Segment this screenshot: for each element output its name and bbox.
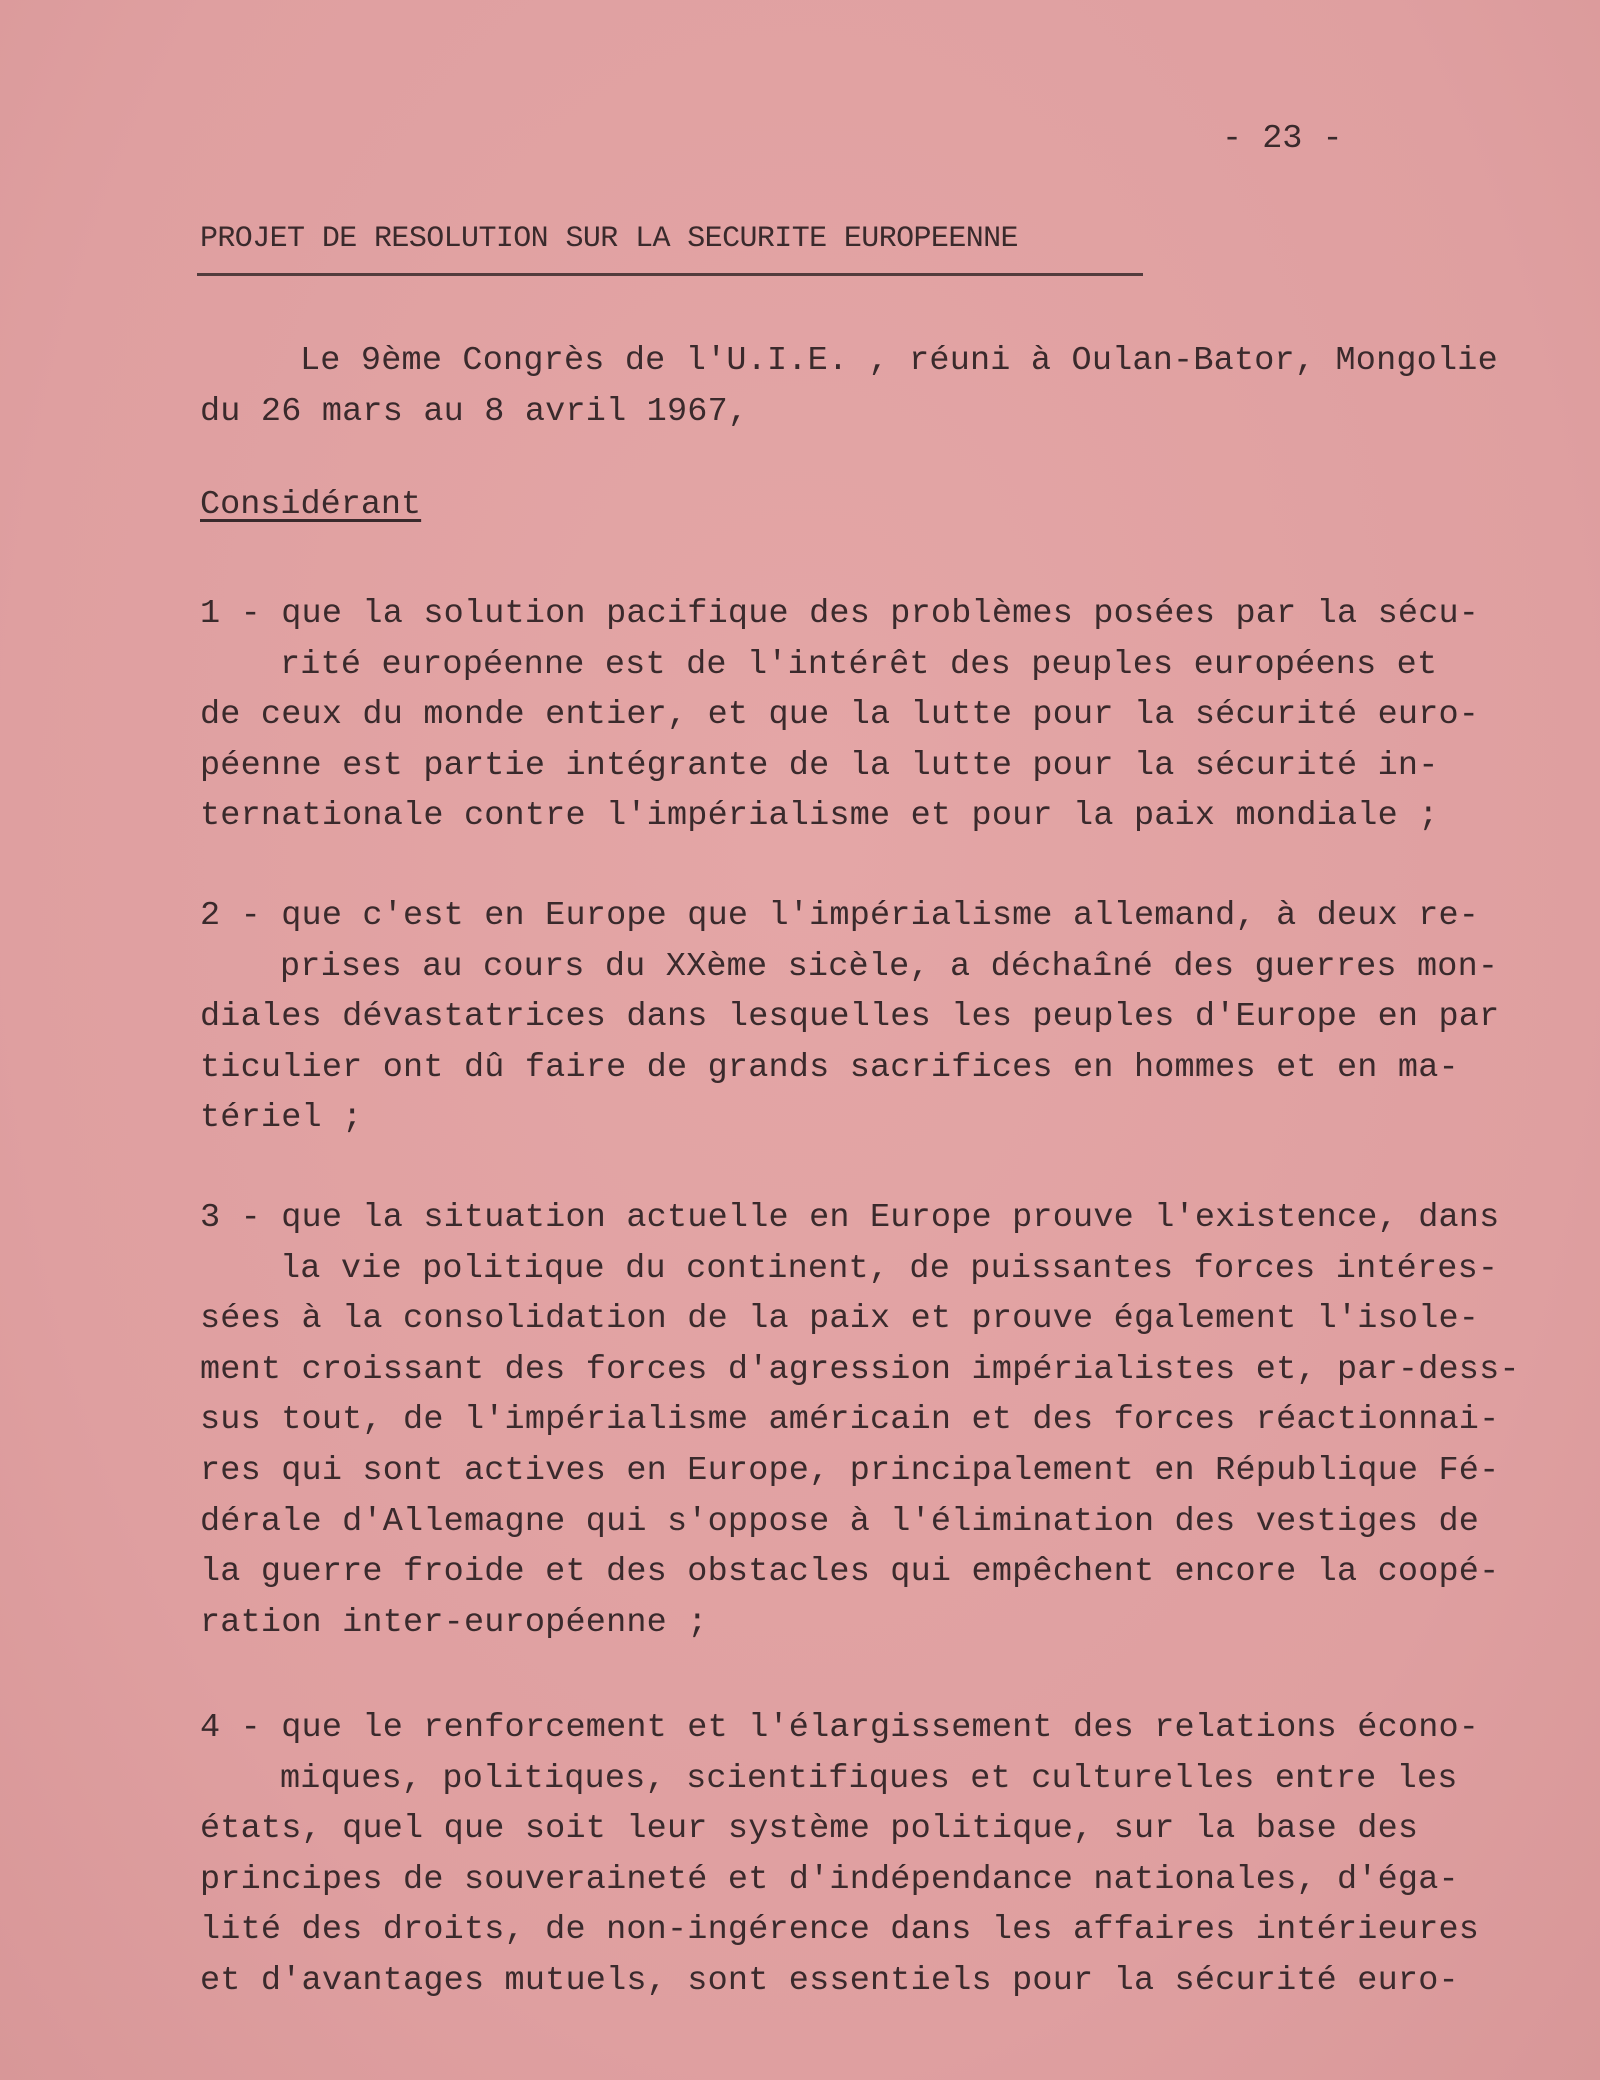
item-line: 3 - que la situation actuelle en Europe prouve l'existence, dans — [200, 1199, 1500, 1237]
preamble — [200, 336, 1498, 437]
item-line: ment croissant des forces d'agression impérialistes et, par-dess- — [200, 1350, 1520, 1389]
item-line: ternationale contre l'impérialisme et pour la paix mondiale ; — [200, 797, 1439, 836]
item-line: miques, politiques, scientifiques et culturelles entre les — [280, 1759, 1458, 1798]
item-line: res qui sont actives en Europe, principalement en République Fé- — [200, 1451, 1500, 1490]
item-line: péenne est partie intégrante de la lutte pour la sécurité in- — [200, 746, 1439, 785]
preamble-line: du 26 mars au 8 avril 1967, — [200, 392, 749, 431]
considerant-item-2 — [200, 891, 1499, 1144]
item-line: sées à la consolidation de la paix et prouve également l'isole- — [200, 1300, 1480, 1339]
preamble-line: Le 9ème Congrès de l'U.I.E. , réuni à Oulan-Bator, Mongolie — [300, 342, 1498, 380]
item-line: prises au cours du XXème sicèle, a déchaîné des guerres mon- — [280, 947, 1499, 986]
page-number: - 23 - — [1222, 120, 1343, 158]
item-line: 2 - que c'est en Europe que l'impérialisme allemand, à deux re- — [200, 897, 1480, 935]
item-line: dérale d'Allemagne qui s'oppose à l'élimination des vestiges de — [200, 1502, 1480, 1541]
considerant-item-3 — [200, 1193, 1520, 1648]
item-line: états, quel que soit leur système politique, sur la base des — [200, 1810, 1419, 1849]
item-line: 4 - que le renforcement et l'élargissement des relations écono- — [200, 1709, 1480, 1747]
considerant-item-1 — [200, 589, 1479, 842]
item-line: et d'avantages mutuels, sont essentiels pour la sécurité euro- — [200, 1961, 1459, 2000]
item-line: principes de souveraineté et d'indépendance nationales, d'éga- — [200, 1860, 1459, 1899]
item-line: rité européenne est de l'intérêt des peuples européens et — [280, 645, 1438, 684]
item-line: diales dévastatrices dans lesquelles les peuples d'Europe en par — [200, 998, 1500, 1037]
item-line: sus tout, de l'impérialisme américain et des forces réactionnai- — [200, 1401, 1500, 1440]
considerant-heading: Considérant — [200, 486, 422, 524]
item-line: ration inter-européenne ; — [200, 1603, 708, 1642]
item-line: la vie politique du continent, de puissantes forces intéres- — [280, 1249, 1499, 1288]
item-line: de ceux du monde entier, et que la lutte pour la sécurité euro- — [200, 696, 1480, 735]
item-line: ticulier ont dû faire de grands sacrifices en hommes et en ma- — [200, 1048, 1459, 1087]
item-line: la guerre froide et des obstacles qui empêchent encore la coopé- — [200, 1553, 1500, 1592]
title-underline — [197, 273, 1143, 276]
item-line: 1 - que la solution pacifique des problèmes posées par la sécu- — [200, 595, 1480, 633]
considerant-item-4 — [200, 1703, 1479, 2007]
document-title: PROJET DE RESOLUTION SUR LA SECURITE EUROPEENNE — [200, 222, 1018, 256]
item-line: lité des droits, de non-ingérence dans les affaires intérieures — [200, 1911, 1480, 1950]
item-line: tériel ; — [200, 1099, 363, 1138]
